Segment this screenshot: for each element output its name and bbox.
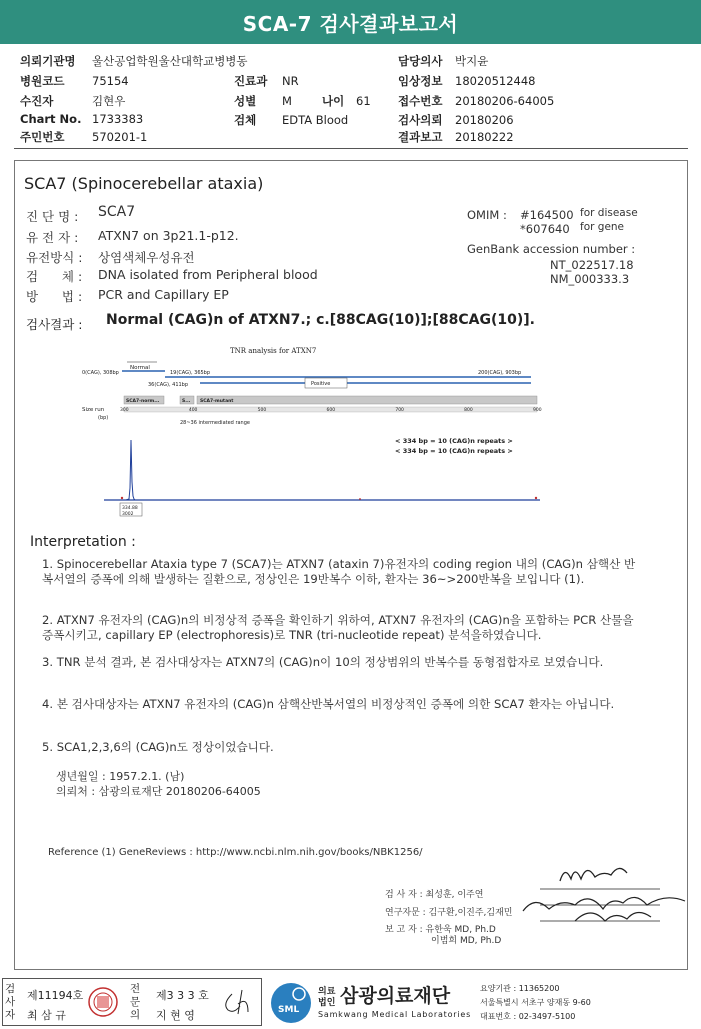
specimen-value: DNA isolated from Peripheral blood [98, 267, 318, 282]
diag-label: 진 단 명 : [26, 209, 79, 224]
header-clinical: 임상정보 18020512448 [398, 74, 536, 88]
repeat-result-2: < 334 bp = 10 (CAG)n repeats > [395, 447, 513, 455]
header-report-date: 결과보고 20180222 [398, 130, 514, 144]
label-0cag: 0(CAG), 308bp [82, 370, 119, 376]
header-chart-no: Chart No. 1733383 [20, 112, 144, 126]
genbank-label: GenBank accession number : [467, 242, 636, 256]
genbank-nt: NT_022517.18 [550, 258, 634, 272]
bin-sca7-mutant [197, 396, 537, 404]
cert1-name: 최 삼 규 [27, 1009, 66, 1022]
referrer: 의뢰처 : 삼광의료재단 20180206-64005 [56, 785, 261, 798]
repeat-result-1: < 334 bp = 10 (CAG)n repeats > [395, 437, 513, 445]
header-resident-no: 주민번호 570201-1 [20, 130, 148, 144]
cert2-number: 제3 3 3 호 [156, 989, 209, 1002]
size-marker-2 [359, 498, 361, 500]
genbank-nm: NM_000333.3 [550, 272, 630, 286]
org-phone: 대표번호 : 02-3497-5100 [480, 1012, 576, 1021]
tnr-title: TNR analysis for ATXN7 [230, 347, 317, 355]
intermediate-label: 28~36 intermediated range [180, 420, 250, 426]
normal-label: Normal [130, 365, 150, 371]
gene-value: ATXN7 on 3p21.1-p12. [98, 228, 239, 243]
header-dept: 진료과 NR [234, 74, 299, 88]
org-name: 삼광의료재단 [340, 985, 451, 1007]
specimen-label: 검 체 : [26, 269, 83, 284]
method-label: 방 법 : [26, 289, 83, 304]
interpretation-p1: 1. Spinocerebellar Ataxia type 7 (SCA7)는 ATXN7 (ataxin 7)유전자의 coding region 내의 (CAG)n 삼핵산 반복서열의 증폭에 의해 발생하는 질환으로, 정상인은 19반복수 이하, 환자는 36~>200반복을 보입니다 (1). [42, 557, 636, 586]
inherit-label: 유전방식 : [26, 250, 83, 265]
interpretation-p3: 3. TNR 분석 결과, 본 검사대상자는 ATXN7의 (CAG)n이 10의 정상범위의 반복수를 동형접합자로 보였습니다. [42, 655, 604, 669]
bin-intermediate-label: S... [182, 399, 191, 404]
report-title-banner [0, 0, 701, 44]
header-hospital-code: 병원코드 75154 [20, 74, 129, 88]
bin-sca7-mutant-label: SCA7-mutant [200, 399, 234, 404]
reporter-2: 이범희 MD, Ph.D [431, 936, 502, 946]
header-doctor: 담당의사 박지윤 [398, 54, 489, 68]
bin-sca7-normal-label: SCA7-norm... [126, 399, 160, 404]
cert1-number: 제11194호 [27, 989, 84, 1002]
org-english-name: Samkwang Medical Laboratories [318, 1010, 472, 1019]
header-specimen: 검체 EDTA Blood [234, 113, 349, 127]
org-prefix-1: 의료 [318, 987, 336, 997]
gene-label: 유 전 자 : [26, 230, 79, 245]
inherit-value: 상염색체우성유전 [98, 250, 195, 265]
sml-logo-icon [268, 980, 314, 1026]
interpretation-p4: 4. 본 검사대상자는 ATXN7 유전자의 (CAG)n 삼핵산반복서열의 비정상적인 증폭에 의한 SCA7 환자는 아닙니다. [42, 697, 615, 711]
interpretation-heading: Interpretation : [30, 534, 136, 550]
interpretation-p2: 2. ATXN7 유전자의 (CAG)n의 비정상적 증폭을 확인하기 위하여, ATXN7 유전자의 (CAG)n을 포함하는 PCR 산물을 증폭시키고, capillary EP (electrophoresis)로 TNR (tri-nucleotide repeat) 분석을하였습니다. [42, 613, 634, 642]
cert2-side-label: 전문의 [130, 983, 141, 1021]
size-tick-label: 900 [533, 408, 542, 413]
size-marker-1 [121, 497, 123, 499]
size-tick-label: 800 [464, 408, 473, 413]
omim-gene-note: for gene [580, 221, 625, 233]
label-19cag: 19(CAG), 365bp [170, 370, 211, 376]
header-divider [14, 148, 688, 149]
omim-label: OMIM : [467, 208, 507, 222]
size-run-label: Size run [82, 407, 105, 413]
cert2-signature [218, 986, 258, 1018]
size-tick-label: 700 [395, 408, 404, 413]
result-value: Normal (CAG)n of ATXN7.; c.[88CAG(10)];[88CAG(10)]. [106, 312, 535, 328]
positive-label: Positive [311, 381, 331, 387]
size-tick-label: 600 [326, 408, 336, 413]
institution-code: 요양기관 : 11365200 [480, 984, 560, 993]
birth-date: 생년월일 : 1957.2.1. (남) [56, 770, 185, 783]
peak-trace [126, 440, 135, 500]
size-tick-label: 400 [188, 408, 198, 413]
tnr-figure [60, 340, 560, 520]
examiner: 검 사 자 : 최성훈, 이주연 [385, 890, 484, 900]
label-200cag: 200(CAG), 903bp [478, 370, 522, 376]
org-prefix-2: 법인 [318, 998, 336, 1008]
omim-disease: #164500 [520, 208, 574, 222]
header-patient: 수진자 김현우 [20, 94, 126, 108]
header-sex-age: 성별 M 나이 61 [234, 94, 371, 108]
header-accession: 접수번호 20180206-64005 [398, 94, 555, 108]
peak-size: 334.88 [122, 506, 138, 511]
cert2-name: 지 현 영 [156, 1009, 195, 1022]
header-institution: 의뢰기관명 울산공업학원울산대학교병병동 [20, 54, 248, 68]
size-tick-label: 500 [257, 408, 267, 413]
test-title: SCA7 (Spinocerebellar ataxia) [24, 174, 264, 193]
org-address: 서울특별시 서초구 양재동 9-60 [480, 998, 591, 1007]
peak-height: 3002 [122, 512, 134, 517]
method-value: PCR and Capillary EP [98, 287, 229, 302]
report-title: SCA-7 검사결과보고서 [242, 11, 459, 36]
reference: Reference (1) GeneReviews : http://www.ncbi.nlm.nih.gov/books/NBK1256/ [48, 847, 423, 858]
size-tick-label: 300 [120, 408, 129, 413]
omim-disease-note: for disease [580, 207, 638, 219]
omim-gene: *607640 [520, 222, 570, 236]
label-36cag: 36(CAG), 411bp [148, 382, 189, 388]
sml-logo-text: SML [278, 1005, 300, 1015]
seal-stamp [87, 986, 119, 1018]
size-marker-3 [535, 497, 537, 499]
handwritten-signatures [515, 855, 695, 935]
diag-value: SCA7 [98, 204, 136, 220]
result-label: 검사결과 : [26, 317, 83, 332]
reporter: 보 고 자 : 유한욱 MD, Ph.D [385, 925, 496, 935]
interpretation-p5: 5. SCA1,2,3,6의 (CAG)n도 정상이었습니다. [42, 740, 274, 754]
research-advisor: 연구자문 : 김구환,이진주,김재민 [385, 908, 513, 918]
size-unit-label: (bp) [98, 415, 109, 421]
header-request-date: 검사의뢰 20180206 [398, 113, 514, 127]
cert1-side-label: 검사자 [5, 983, 16, 1021]
